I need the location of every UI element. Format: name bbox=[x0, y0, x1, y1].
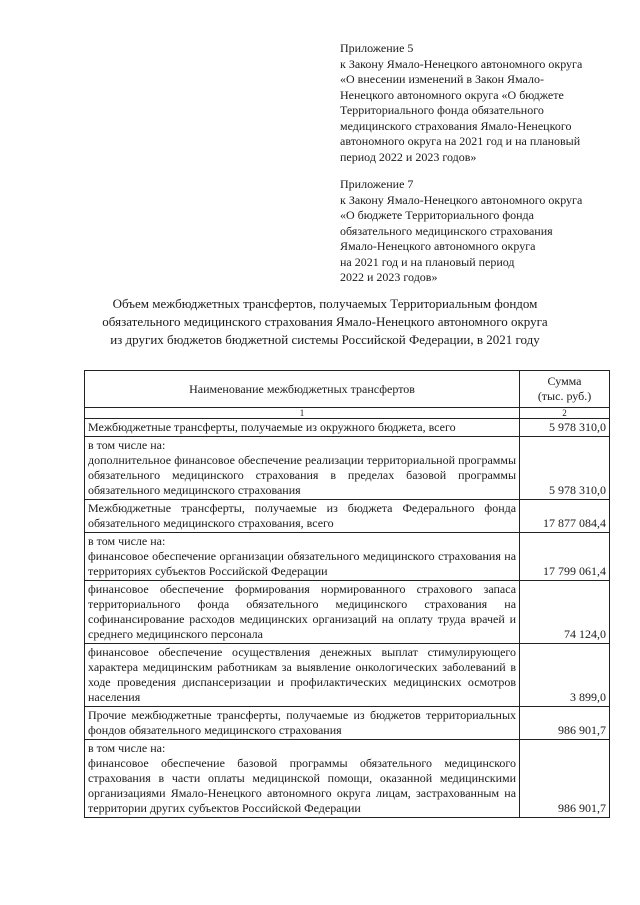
title-line: из других бюджетов бюджетной системы Российской Федерации, в 2021 году bbox=[110, 332, 540, 347]
row-name-cell bbox=[85, 437, 520, 500]
row-name-cell bbox=[85, 500, 520, 533]
appendix-5-line: к Закону Ямало-Ненецкого автономного округа bbox=[340, 56, 583, 71]
appendix-7-line: 2022 и 2023 годов» bbox=[340, 270, 438, 284]
row-name-text: Межбюджетные трансферты, получаемые из бюджета Федерального фонда обязательного медицинского страхования, всего bbox=[88, 501, 517, 530]
table-row bbox=[85, 437, 610, 500]
appendix-5-line: автономного округа на 2021 год и на плановый bbox=[340, 134, 581, 148]
appendix-7-heading bbox=[340, 177, 615, 286]
transfers-table bbox=[84, 370, 610, 818]
row-sum-cell: 17 877 084,4 bbox=[520, 500, 610, 533]
row-name-cell bbox=[85, 533, 520, 581]
title-line: обязательного медицинского страхования Ямало-Ненецкого автономного округа bbox=[102, 314, 548, 329]
row-name-cell bbox=[85, 419, 520, 437]
column-number-1: 1 bbox=[85, 408, 520, 419]
appendix-5-line: Территориального фонда обязательного bbox=[340, 103, 544, 117]
appendix-7-line: Ямало-Ненецкого автономного округа bbox=[340, 239, 536, 253]
appendix-7-line: обязательного медицинского страхования bbox=[340, 223, 553, 238]
row-name-text: Прочие межбюджетные трансферты, получаемые из бюджетов территориальных фондов обязательного медицинского страхования bbox=[88, 708, 517, 737]
row-name-text: финансовое обеспечение организации обязательного медицинского страхования на территориях субъектов Российской Федерации bbox=[88, 549, 517, 578]
row-sum-cell: 5 978 310,0 bbox=[520, 437, 610, 500]
row-sum-cell: 3 899,0 bbox=[520, 644, 610, 707]
title-line: Объем межбюджетных трансфертов, получаемых Территориальным фондом bbox=[112, 296, 538, 311]
row-name-text: в том числе на: bbox=[88, 741, 166, 755]
column-number-2: 2 bbox=[520, 408, 610, 419]
header-sum-label: Сумма bbox=[547, 374, 582, 388]
table-row bbox=[85, 581, 610, 644]
row-name-text: в том числе на: bbox=[88, 438, 166, 452]
table-row bbox=[85, 533, 610, 581]
row-sum-cell: 17 799 061,4 bbox=[520, 533, 610, 581]
header-name-cell: Наименование межбюджетных трансфертов bbox=[85, 371, 520, 408]
table-row bbox=[85, 500, 610, 533]
table-header-row bbox=[85, 371, 610, 408]
row-name-text: в том числе на: bbox=[88, 534, 166, 548]
row-sum-cell: 986 901,7 bbox=[520, 707, 610, 740]
appendix-7-line: на 2021 год и на плановый период bbox=[340, 254, 515, 269]
header-sum-cell bbox=[520, 371, 610, 408]
table-row bbox=[85, 644, 610, 707]
appendix-5-line: медицинского страхования Ямало-Ненецкого bbox=[340, 118, 572, 133]
header-sum-unit: (тыс. руб.) bbox=[537, 389, 592, 403]
appendix-7-line: «О бюджете Территориального фонда bbox=[340, 208, 534, 222]
table-column-number-row bbox=[85, 408, 610, 419]
row-name-text: Межбюджетные трансферты, получаемые из окружного бюджета, всего bbox=[88, 420, 456, 434]
row-name-cell bbox=[85, 707, 520, 740]
row-name-text: дополнительное финансовое обеспечение реализации территориальной программы обязательного медицинского страхования в пределах базовой программы обязательного медицинского страхования bbox=[88, 453, 517, 497]
row-name-text: финансовое обеспечение базовой программы обязательного медицинского страхования в части оплаты медицинской помощи, оказанной медицинскими организациями Ямало-Ненецкого автономного округа лицам, застрахованным на территории других субъектов Российской Федерации bbox=[88, 756, 517, 815]
appendix-7-line: Приложение 7 bbox=[340, 177, 414, 191]
row-sum-cell: 986 901,7 bbox=[520, 740, 610, 818]
appendix-5-line: период 2022 и 2023 годов» bbox=[340, 149, 477, 164]
appendix-5-heading bbox=[340, 41, 615, 165]
appendix-5-line: «О внесении изменений в Закон Ямало- bbox=[340, 72, 544, 86]
row-sum-cell: 74 124,0 bbox=[520, 581, 610, 644]
row-sum-cell: 5 978 310,0 bbox=[520, 419, 610, 437]
appendix-7-line: к Закону Ямало-Ненецкого автономного округа bbox=[340, 192, 583, 207]
table-row bbox=[85, 740, 610, 818]
row-name-text: финансовое обеспечение осуществления денежных выплат стимулирующего характера медицинским работникам за выявление онкологических заболеваний в ходе проведения диспансеризации и профилактических медицинских осмотров населения bbox=[88, 645, 517, 704]
row-name-cell bbox=[85, 644, 520, 707]
appendix-5-line: Приложение 5 bbox=[340, 41, 414, 55]
row-name-text: финансовое обеспечение формирования нормированного страхового запаса территориального фонда обязательного медицинского страхования на софинансирование расходов медицинских организаций на оплату труда врачей и среднего медицинского персонала bbox=[88, 582, 517, 641]
table-row bbox=[85, 707, 610, 740]
row-name-cell bbox=[85, 581, 520, 644]
table-row bbox=[85, 419, 610, 437]
row-name-cell bbox=[85, 740, 520, 818]
appendix-5-line: Ненецкого автономного округа «О бюджете bbox=[340, 87, 564, 102]
document-title bbox=[60, 295, 590, 349]
